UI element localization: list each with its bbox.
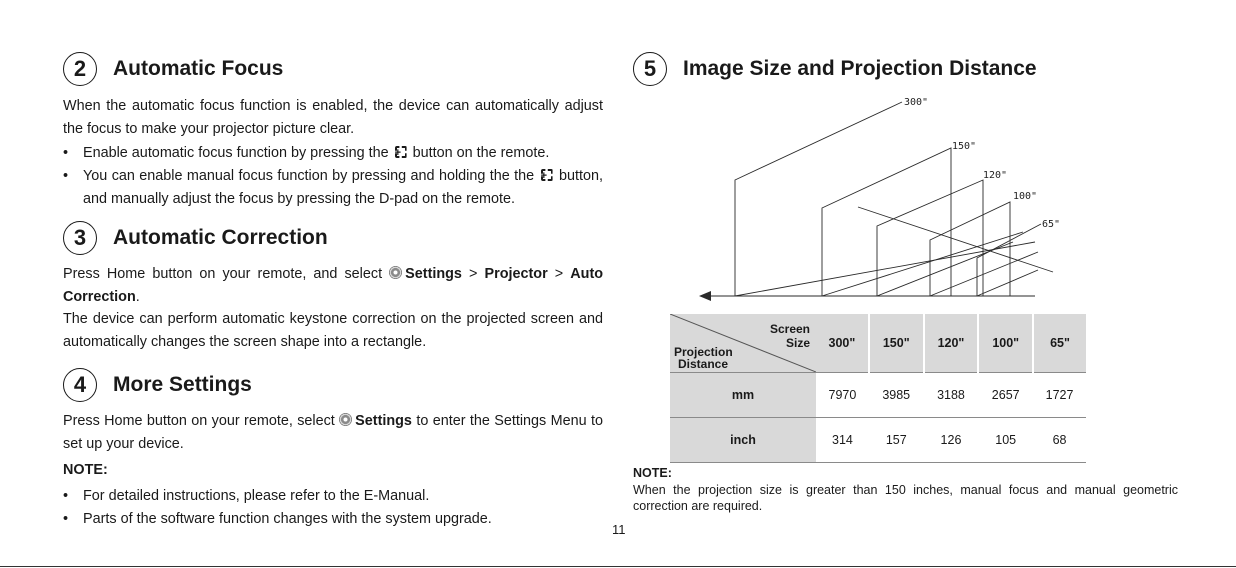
diagram-label-100: 100" (1013, 191, 1038, 202)
section-title: More Settings (113, 373, 252, 396)
table-cell: 7970 (816, 373, 869, 418)
diagram-label-150: 150" (952, 141, 977, 152)
list-item: • For detailed instructions, please refer to the E-Manual. (63, 485, 603, 508)
section-image-size-header (633, 52, 1037, 86)
separator: > (554, 266, 564, 282)
diagram-label-300: 300" (904, 97, 929, 108)
table-cell: 3188 (924, 373, 979, 418)
column-header: 100" (978, 314, 1033, 373)
table-cell: 2657 (978, 373, 1033, 418)
column-header: 150" (869, 314, 924, 373)
section-number-badge: 5 (633, 52, 667, 86)
corner-text: Projection (674, 345, 733, 359)
size-note-heading: NOTE: (633, 466, 672, 480)
section-title: Automatic Focus (113, 57, 284, 80)
section-automatic-focus-header (63, 52, 283, 86)
table-cell: 68 (1033, 418, 1086, 463)
size-note-text: When the projection size is greater than 150 inches, manual focus and manual geometric correction are required. (633, 483, 1178, 513)
settings-label: Settings (355, 413, 412, 429)
table-row (670, 418, 1086, 463)
table-cell: 157 (869, 418, 924, 463)
row-label: inch (670, 418, 816, 463)
page-bottom-rule (0, 566, 1236, 567)
projector-label: Projector (484, 266, 548, 282)
diagram-label-120: 120" (983, 170, 1008, 181)
gear-icon (339, 413, 352, 426)
page-number: 11 (612, 522, 626, 537)
correction-description: The device can perform automatic keystone correction on the projected screen and automatically changes the screen shape into a rectangle. (63, 311, 603, 350)
bullet-text: You can enable manual focus function by pressing and holding the the (83, 168, 535, 184)
note-bullet-list (63, 485, 603, 531)
focus-intro-text: When the automatic focus function is enabled, the device can automatically adjust the focus to make your projector picture clear. (63, 98, 603, 137)
bullet-text: Enable automatic focus function by pressing the (83, 145, 389, 161)
screen-65-outline (977, 224, 1041, 296)
table-cell: 3985 (869, 373, 924, 418)
text: Press Home button on your remote, and select (63, 266, 383, 282)
text: Press Home button on your remote, select (63, 413, 335, 429)
section-title: Automatic Correction (113, 226, 328, 249)
settings-label: Settings (405, 266, 462, 282)
corner-text: Size (785, 336, 810, 350)
row-label: mm (670, 373, 816, 418)
auto-correction-label: Auto Correction (63, 266, 604, 305)
projection-ray (822, 232, 1023, 296)
column-header: 300" (816, 314, 869, 373)
projection-ray (930, 252, 1038, 296)
corner-text: Screen (769, 322, 810, 336)
text: to enter the Settings Menu to set up your device. (63, 413, 603, 452)
corner-text: Distance (678, 357, 729, 371)
list-item: • Parts of the software function changes with the system upgrade. (63, 508, 603, 531)
diagram-label-65: 65" (1042, 219, 1061, 230)
note-heading: NOTE: (63, 462, 108, 478)
bullet-text: button, and manually adjust the focus by pressing the D-pad on the remote. (83, 168, 603, 207)
table-header-row (670, 314, 1086, 373)
section-number-badge: 2 (63, 52, 97, 86)
projection-ray (735, 242, 1035, 296)
section-number-badge: 4 (63, 368, 97, 402)
projection-distance-table (670, 314, 1086, 463)
correction-instructions (63, 263, 603, 309)
list-item (63, 165, 603, 211)
diagonal-line (858, 207, 1053, 272)
column-header: 120" (924, 314, 979, 373)
arrow-left-icon (699, 291, 711, 301)
corner-label-screen-size (770, 322, 810, 350)
column-header: 65" (1033, 314, 1086, 373)
period: . (135, 289, 140, 305)
table-row (670, 373, 1086, 418)
focus-icon (395, 146, 407, 158)
focus-icon (541, 169, 553, 181)
projection-distance-diagram (693, 92, 1073, 307)
section-automatic-correction-header (63, 221, 328, 255)
table-cell: 1727 (1033, 373, 1086, 418)
table-cell: 314 (816, 418, 869, 463)
section-number-badge: 3 (63, 221, 97, 255)
separator: > (469, 266, 478, 282)
section-more-settings-header (63, 368, 252, 402)
corner-label-projection-distance (674, 346, 733, 370)
list-item (63, 142, 603, 165)
bullet-text: button on the remote. (412, 145, 550, 161)
table-corner-cell (670, 314, 816, 373)
section-title: Image Size and Projection Distance (683, 57, 1037, 80)
table-cell: 105 (978, 418, 1033, 463)
gear-icon (389, 266, 402, 279)
focus-bullet-list (63, 142, 603, 211)
projection-ray (977, 270, 1038, 296)
more-settings-text (63, 410, 603, 456)
table-cell: 126 (924, 418, 979, 463)
